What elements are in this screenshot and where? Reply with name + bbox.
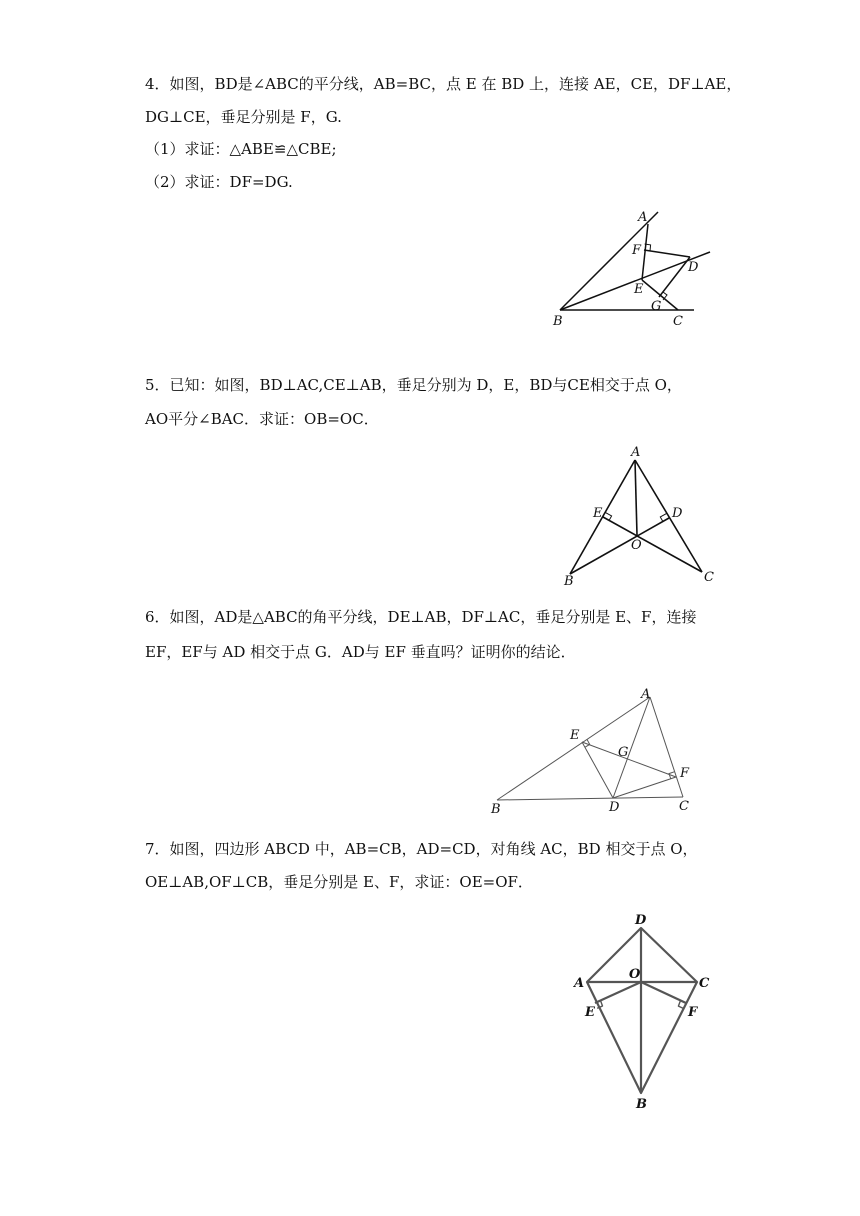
label-a: A [641, 687, 651, 702]
problem-6-figure [480, 680, 705, 815]
label-c: C [704, 570, 714, 585]
segment-ac [635, 460, 702, 572]
label-b: B [491, 802, 501, 815]
label-o: O [629, 967, 641, 982]
label-e: E [570, 728, 580, 743]
label-o: O [631, 538, 642, 553]
problem-7-figure [565, 905, 715, 1115]
segment-dg [659, 257, 690, 297]
label-e: E [593, 506, 603, 521]
label-a: A [631, 445, 641, 460]
label-d: D [635, 913, 647, 928]
label-c: C [673, 314, 683, 329]
problem-5-line-2: AO平分∠BAC．求证：OB=OC． [145, 410, 379, 428]
problem-4-line-2: DG⊥CE，垂足分别是 F，G. [145, 108, 342, 126]
label-g: G [618, 745, 629, 760]
label-b: B [553, 314, 563, 329]
segment-ab [570, 460, 635, 574]
problem-5-line-1: 5．已知：如图，BD⊥AC,CE⊥AB，垂足分别为 D，E，BD与CE相交于点 O， [145, 376, 682, 394]
segment-df [644, 250, 690, 257]
problem-4-figure [545, 205, 725, 335]
problem-6-line-1: 6．如图，AD是△ABC的角平分线，DE⊥AB，DF⊥AC，垂足分别是 E、F，连接 [145, 608, 697, 626]
label-f: F [680, 766, 690, 781]
label-c: C [679, 799, 689, 814]
segment-oe [595, 982, 641, 1003]
label-e: E [585, 1005, 595, 1020]
problem-7-line-2: OE⊥AB,OF⊥CB，垂足分别是 E、F，求证：OE=OF． [145, 873, 533, 891]
problem-4-part-2: （2）求证：DF=DG. [145, 173, 293, 191]
problem-5-figure [555, 440, 720, 590]
label-c: C [699, 976, 710, 991]
label-g: G [651, 299, 662, 314]
label-d: D [688, 260, 699, 275]
segment-de [582, 742, 613, 798]
problem-7-line-1: 7．如图，四边形 ABCD 中，AB=CB，AD=CD，对角线 AC，BD 相交于点 O， [145, 840, 698, 858]
label-b: B [564, 574, 574, 589]
label-e: E [634, 282, 644, 297]
label-f: F [688, 1005, 698, 1020]
problem-6-line-2: EF，EF与 AD 相交于点 G．AD与 EF 垂直吗？证明你的结论． [145, 643, 576, 661]
segment-ae [642, 224, 648, 280]
label-a: A [638, 210, 648, 225]
label-a: A [574, 976, 585, 991]
label-d: D [672, 506, 683, 521]
label-b: B [636, 1097, 647, 1112]
segment-ef [582, 742, 676, 777]
segment-of [641, 982, 686, 1003]
segment-ac [650, 697, 683, 797]
label-d: D [609, 800, 620, 815]
segment-df [613, 777, 676, 798]
label-f: F [632, 243, 642, 258]
segment-bc [497, 797, 683, 800]
problem-4-part-1: （1）求证：△ABE≌△CBE; [145, 140, 337, 158]
problem-4-line-1: 4．如图，BD是∠ABC的平分线，AB=BC，点 E 在 BD 上，连接 AE，CE，DF⊥AE， [145, 75, 742, 93]
segment-ce [603, 517, 702, 572]
segment-ao [635, 460, 637, 535]
